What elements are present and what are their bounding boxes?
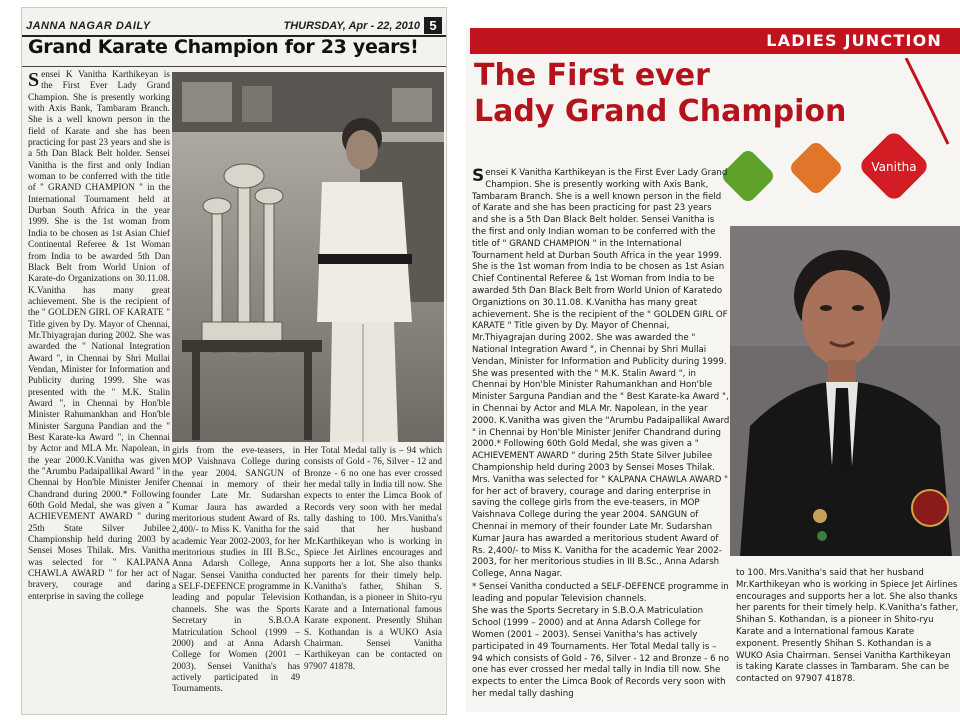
- left-headline: Grand Karate Champion for 23 years!: [28, 36, 419, 58]
- left-body-text-2: girls from the eve-teasers, in MOP Vaishnava College during the year 2004. SANGUN of Chennai in memory of their founder Late Mr. Sudarshan Kumar Jaura has awarded a meritorious student Award of Rs. 2,400/- to Miss K. Vanitha for the academic Year 2002-2003, for her meritorious studies in III B.Sc., Anna Adarsh College, Anna Nagar. Sensei Vanitha conducted a SELF-DEFENCE programme in leading and popular Television channels. She was the Sports Secretary in S.B.O.A Matriculation School (1999 – 2000) and at Anna Adarsh College for Women (2001 – 2003). Sensei Vanitha's has actively participated in 49 Tournaments.: [172, 446, 300, 695]
- left-newspaper-clipping: [22, 8, 446, 714]
- right-headline: [474, 58, 894, 130]
- orange-diamond-decoration: [788, 140, 845, 197]
- issue-date: THURSDAY, Apr - 22, 2010: [283, 20, 420, 32]
- right-body-column-1: [472, 168, 730, 706]
- right-body-column-2: [736, 568, 960, 708]
- headline-rule: [22, 66, 446, 67]
- right-magazine-clipping: [466, 28, 960, 712]
- portrait-photo: [730, 226, 960, 556]
- karate-champion-with-trophies-image: [172, 72, 444, 442]
- headline-line-2: Lady Grand Champion: [474, 94, 847, 129]
- right-drop-cap: S: [472, 168, 485, 186]
- page-number: 5: [424, 17, 442, 34]
- right-body-para-2: * Sensei Vanitha conducted a SELF-DEFENCE programme in leading and popular Television channels.: [472, 581, 729, 604]
- trophy-photo: [172, 72, 444, 442]
- drop-cap: S: [28, 70, 40, 91]
- decorative-swoosh: [896, 58, 956, 148]
- right-body-para-1: ensei K Vanitha Karthikeyan is the First Ever Lady Grand Champion. She is presently working with Axis Bank, Tambaram Branch. She is a well known person in the field of Karate and she has been practicing for past 23 years and she is a 5th Dan Black Belt holder. Sensei Vanitha is the first and only Indian woman to be conferred with the title of " GRAND CHAMPION " in the International Tournament held at Durban South Africa in the year 1999. She is the 1st woman from India to be chosen as 1st Asian Chief Continental Referee & 1st Woman from India to be awarded 5th Dan Black Belt from World Union of Karatedo Organiztions on 30.11.08. K.Vanitha has many great achievement. She is the recipient of the " GOLDEN GIRL OF KARATE " Title given by Dy. Mayor of Chennai, Mr.Thiyagrajan during 2002. She was awarded the " National Integration Award ", in Chennai by Shri Mullai Vendan, Minister for Information and Publicity during 1999. She was presented with the " M.K. Stalin Award ", in Chennai by Hon'ble Minister Rahumankhan and Hon'ble Minister Sarguna Pandian and the " Best Karate-ka Award ", in Chennai by Actor and MLA Mr. Napolean, in the year 2000. K.Vanitha was given the "Arumbu Padaipallikal Award " in Chennai by Hon'ble Minister Jenifer Chandrand during 2000.* Following 60th Gold Medal, she was given a " ACHIEVEMENT AWARD " during 25th State Silver Jubilee Championship held during 2003 by Sensei Moses Thilak. Mrs. Vanitha was selected for " KALPANA CHAWLA AWARD " for her act of bravery, courage and daring enterprise in saving the college girls from the eve-teasers, in MOP Vaishnava College during the year 2004. SANGUN of Chennai in memory of their founder Late Mr. Sudarshan Kumar Jaura has awarded a meritorious student Award of Rs. 2,400/- to Miss K. Vanitha for the academic Year 2002-2003, for her meritorious studies in III B.Sc., Anna Adarsh College, Anna Nagar.: [472, 168, 730, 580]
- right-body-para-3: She was the Sports Secretary in S.B.O.A Matriculation School (1999 – 2000) and at Anna Adarsh College for Women (2001 – 2003). Sensei Vanitha's has actively participated in 49 Tournaments. Her Total Medal tally is – 94 which consists of Gold - 76, Silver - 12 and Bronze - 6 no one has ever crossed her medal tally in India till now. She expects to enter the Limca Book of Records very soon with her medal tally dashing: [472, 606, 729, 700]
- portrait-of-vanitha-image: [730, 226, 960, 556]
- section-ribbon: [470, 28, 960, 54]
- left-body-column-3: [304, 446, 442, 710]
- section-label: LADIES JUNCTION: [766, 31, 942, 50]
- left-body-text-1: ensei K Vanitha Karthikeyan is the First Ever Lady Grand Champion. She is presently working with Axis Bank, Tambaram Branch. She is a well known person in the field of Karate and she has been practicing for past 23 years and she is a 5th Dan Black Belt holder. Sensei Vanitha is the first and only Indian woman to be conferred with the title of " GRAND CHAMPION " in the International Tournament held at Durban South Africa in the year 1999. She is the 1st woman from India to be chosen as 1st Asian Chief Continental Referee & 1st Woman from India to be awarded 5th Dan Black Belt from World Union of Karate-do Organizations on 30.11.08. K.Vanitha has many great achievement. She is the recipient of the " GOLDEN GIRL OF KARATE " Title given by Dy. Mayor of Chennai, Mr.Thiyagrajan during 2002. She was awarded the " National Integration Award ", in Chennai by Shri Mullai Vendan, Minister for Information and Publicity during 1999. She was presented with the " M.K. Stalin Award ", in Chennai by Hon'ble Minister Rahumankhan and Hon'ble Minister Sarguna Pandian and the " Best Karate-ka Award ", in Chennai by Actor and MLA Mr. Napolean, in the year 2000.K.Vanitha was given the "Arumbu Padaipallikal Award " in Chennai by Hon'ble Minister Jenifer Chandrand during 2000.* Following 60th Gold Medal, she was given a " ACHIEVEMENT AWARD " during 25th State Silver Jubilee Championship held during 2003 by Sensei Moses Thilak. Mrs. Vanitha was selected for " KALPANA CHAWLA AWARD " for her act of bravery, courage and daring enterprise in saving the college: [28, 70, 170, 602]
- name-badge: Vanitha: [871, 160, 917, 174]
- headline-line-1: The First ever: [474, 58, 710, 93]
- left-body-text-3: Her Total Medal tally is – 94 which consists of Gold - 76, Silver - 12 and Bronze - 6 no one has ever crossed her medal tally in India till now. She expects to enter the Limca Book of Records very soon with her medal tally dashing to 100. Mrs.Vanitha's said that her husband Mr.Karthikeyan who is working in Spiece Jet Airlines encourages and supports her a lot. She also thanks her parents for their timely help. K.Vanitha's father, Shihan S. Kothandan, is a pioneer in Shito-ryu Karate and a International famous Karate exponent. Presently Shihan S. Kothandan is a WUKO Asia Chairman. Sensei Vanitha Karthikeyan can be contacted on 97907 41878.: [304, 446, 442, 672]
- masthead: [22, 16, 446, 36]
- left-body-column-2: [172, 446, 300, 710]
- right-body-col2-text: to 100. Mrs.Vanitha's said that her husband Mr.Karthikeyan who is working in Spiece Jet Airlines encourages and supports her a lot. She also thanks her parents for their timely help. K.Vanitha's father, Shihan S. Kothandan, is a pioneer in Shito-ryu Karate and a International famous Karate exponent. Presently Shihan S. Kothandan is a WUKO Asia Chairman. Sensei Vanitha Karthikeyan is taking Karate classes in Tambaram. She can be contacted on 97907 41878.: [736, 568, 959, 685]
- left-body-column-1: [28, 70, 170, 710]
- newspaper-name: JANNA NAGAR DAILY: [26, 20, 151, 32]
